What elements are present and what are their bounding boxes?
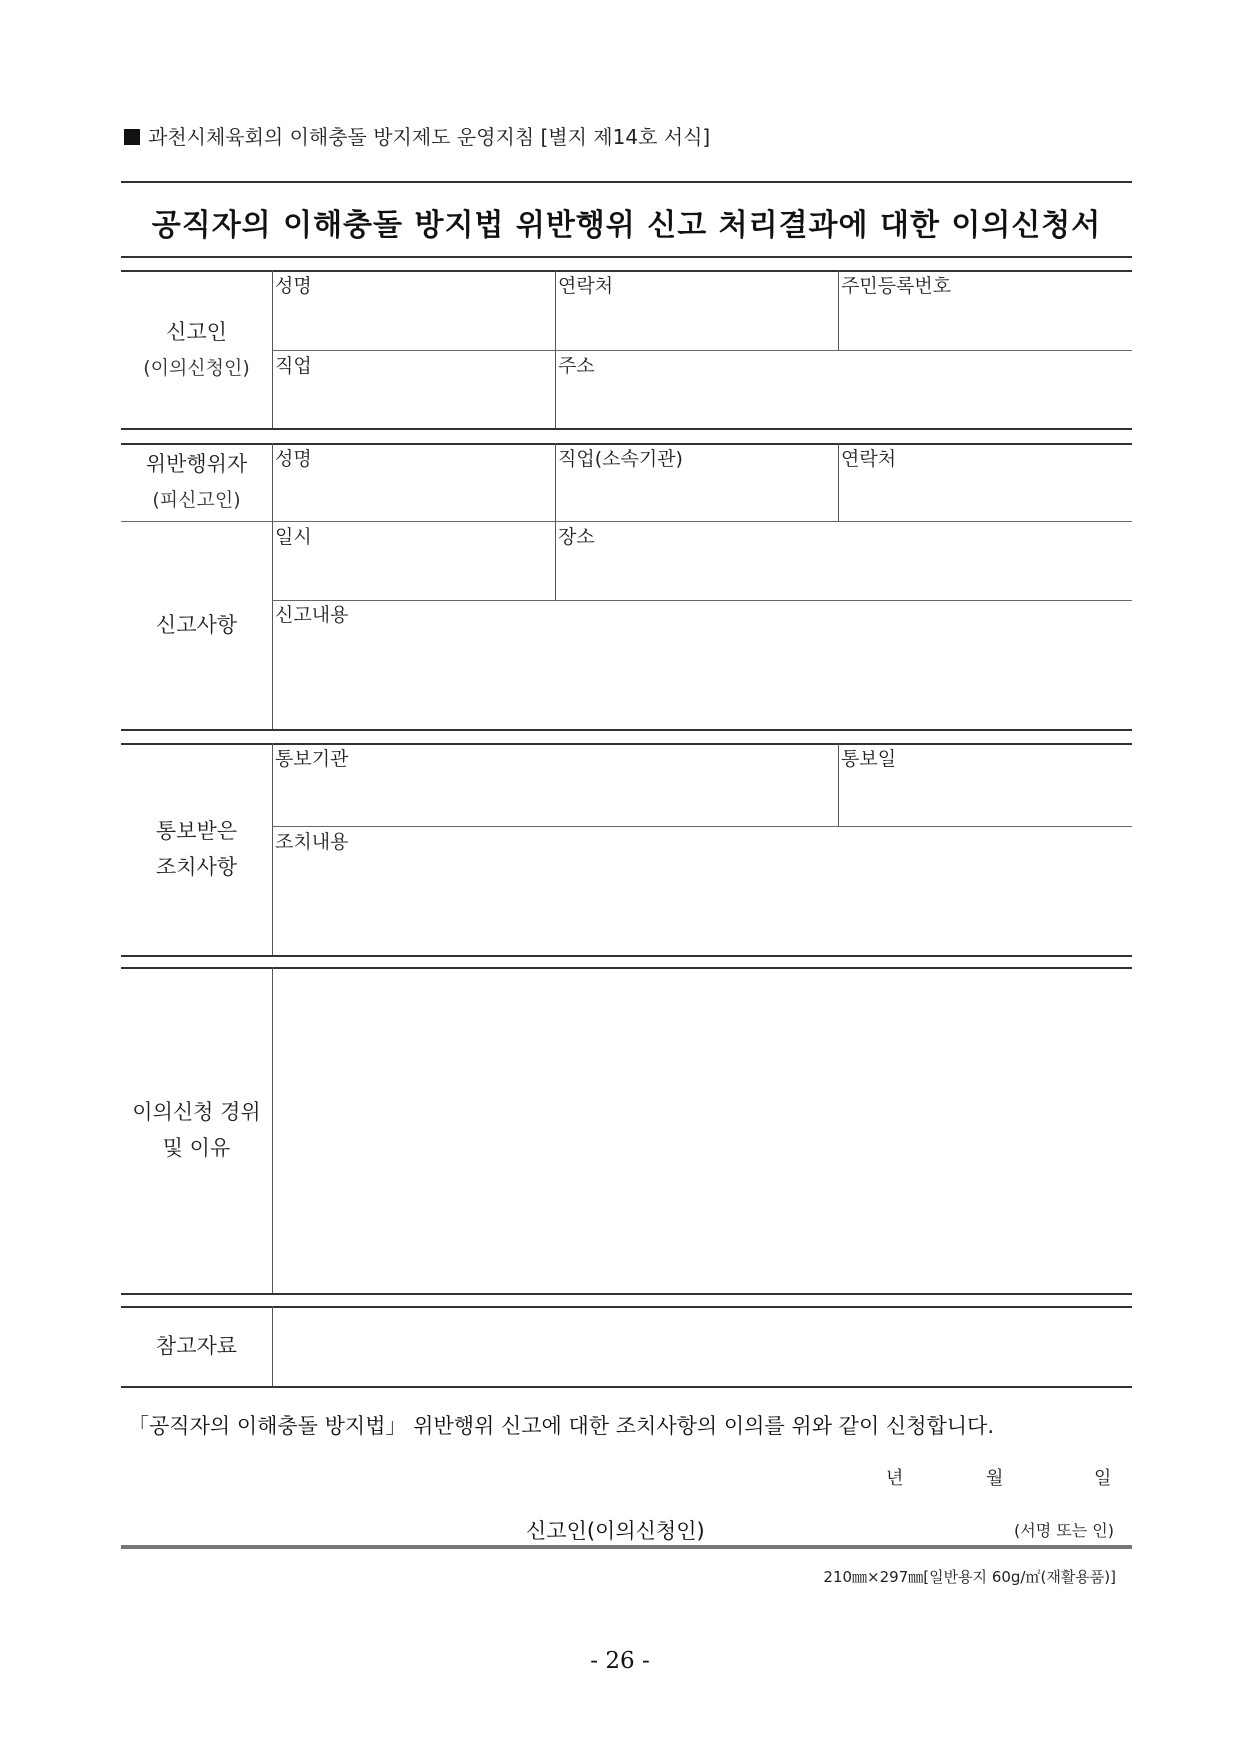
application-statement: 「공직자의 이해충돌 방지법」 위반행위 신고에 대한 조치사항의 이의를 위와 같이 신청합니다.	[128, 1414, 995, 1438]
notified-label-divider	[272, 743, 273, 955]
objection-content-area[interactable]	[273, 969, 1131, 1291]
report-items-label: 신고사항	[155, 613, 238, 637]
footer-rule	[121, 1545, 1132, 1549]
reference-content-area[interactable]	[273, 1308, 1131, 1384]
applicant-label: 신고인(이의신청인)	[526, 1519, 705, 1543]
reporter-section-bottom	[121, 428, 1132, 430]
report-section-bottom	[121, 729, 1132, 731]
reporter-job-field[interactable]: 직업	[275, 355, 312, 377]
reporter-col-divider-1	[555, 270, 556, 428]
violator-col-divider-2	[838, 443, 839, 521]
reporter-row-divider	[272, 350, 1132, 351]
violator-row-divider	[121, 521, 1132, 522]
notified-label	[121, 813, 272, 885]
reporter-label-main: 신고인	[166, 320, 227, 344]
title-bottom-rule	[121, 256, 1132, 258]
date-day-field[interactable]: 일	[1094, 1468, 1112, 1489]
reference-section-bottom	[121, 1386, 1132, 1388]
report-row-divider	[272, 600, 1132, 601]
notified-action-content-field[interactable]: 조치내용	[275, 831, 349, 853]
violator-name-field[interactable]: 성명	[275, 448, 312, 470]
notified-col-divider	[838, 743, 839, 826]
notified-agency-field[interactable]: 통보기관	[275, 748, 349, 770]
report-datetime-field[interactable]: 일시	[275, 526, 312, 548]
objection-section-bottom	[121, 1293, 1132, 1295]
objection-label	[121, 1094, 272, 1166]
violator-job-org-field[interactable]: 직업(소속기관)	[558, 448, 683, 470]
paper-spec: 210㎜×297㎜[일반용지 60g/㎡(재활용품)]	[823, 1568, 1116, 1586]
date-month-field[interactable]: 월	[986, 1468, 1004, 1489]
black-square-icon	[124, 129, 140, 145]
header-note	[124, 121, 710, 150]
notified-section-bottom	[121, 955, 1132, 957]
violator-contact-field[interactable]: 연락처	[841, 448, 897, 470]
violator-label-main: 위반행위자	[145, 452, 248, 476]
objection-label-line2: 및 이유	[162, 1136, 231, 1160]
notified-row-divider	[272, 826, 1132, 827]
reporter-col-divider-2	[838, 270, 839, 350]
violator-label	[121, 446, 272, 518]
reference-label: 참고자료	[155, 1334, 238, 1358]
signature-field[interactable]: (서명 또는 인)	[1014, 1521, 1114, 1540]
notified-label-line2: 조치사항	[155, 855, 238, 879]
reporter-label-divider	[272, 270, 273, 428]
report-place-field[interactable]: 장소	[558, 526, 595, 548]
title-top-rule	[121, 181, 1132, 183]
notified-date-field[interactable]: 통보일	[841, 748, 897, 770]
reporter-address-field[interactable]: 주소	[558, 355, 595, 377]
reporter-name-field[interactable]: 성명	[275, 275, 312, 297]
objection-label-line1: 이의신청 경위	[132, 1100, 261, 1124]
page-number: - 26 -	[590, 1648, 650, 1674]
reporter-contact-field[interactable]: 연락처	[558, 275, 614, 297]
reporter-label-sub: (이의신청인)	[143, 357, 250, 379]
violator-label-sub: (피신고인)	[152, 489, 241, 511]
reporter-resident-no-field[interactable]: 주민등록번호	[841, 275, 952, 297]
notified-label-line1: 통보받은	[155, 819, 238, 843]
report-content-field[interactable]: 신고내용	[275, 604, 349, 626]
reporter-label	[121, 314, 272, 386]
form-title: 공직자의 이해충돌 방지법 위반행위 신고 처리결과에 대한 이의신청서	[151, 208, 1102, 243]
violator-label-divider	[272, 443, 273, 729]
header-note-text: 과천시체육회의 이해충돌 방지제도 운영지침 [별지 제14호 서식]	[148, 125, 711, 149]
date-year-field[interactable]: 년	[886, 1468, 904, 1489]
